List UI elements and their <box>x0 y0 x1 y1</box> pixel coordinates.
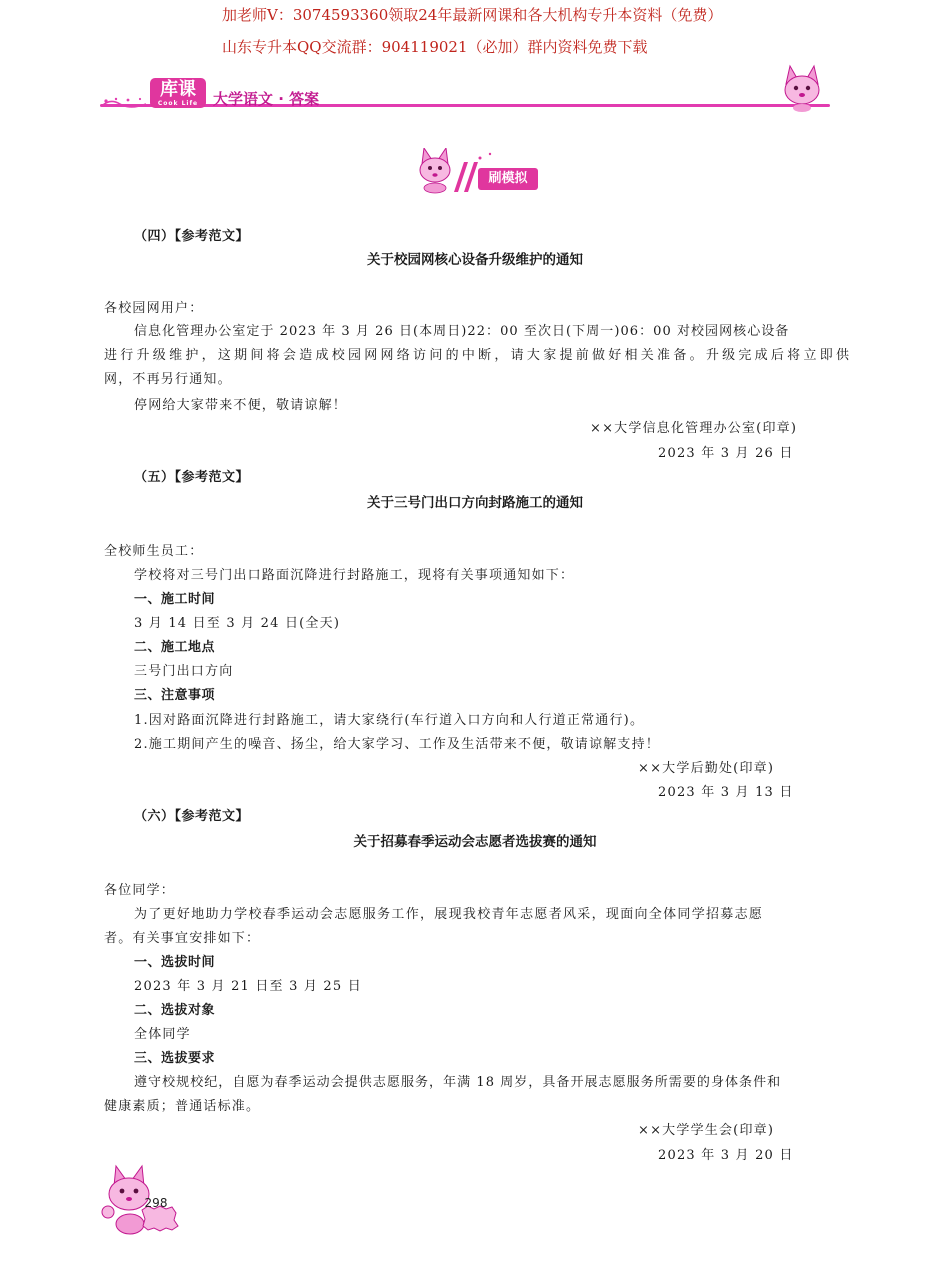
paragraph-line: 学校将对三号门出口路面沉降进行封路施工，现将有关事项通知如下： <box>134 568 575 583</box>
badge-label: 刷模拟 <box>478 168 538 190</box>
section-heading: （五）【参考范文】 <box>134 470 250 485</box>
item-text: 1.因对路面沉降进行封路施工，请大家绕行(车行道入口方向和人行道正常通行)。 <box>134 713 645 728</box>
fox-mascot-icon <box>776 64 828 112</box>
page-number: 298 <box>144 1196 168 1210</box>
notice-date: 2023 年 3 月 20 日 <box>658 1148 794 1163</box>
signer: ××大学信息化管理办公室(印章) <box>590 421 798 436</box>
salutation: 各校园网用户： <box>104 301 204 316</box>
running-header <box>100 66 850 116</box>
paragraph-line: 信息化管理办公室定于 2023 年 3 月 26 日(本周日)22：00 至次日(下周一)06：00 对校园网核心设备 <box>134 324 790 339</box>
salutation: 全校师生员工： <box>104 544 204 559</box>
section-badge <box>414 148 540 196</box>
item-text: 2.施工期间产生的噪音、扬尘，给大家学习、工作及生活带来不便，敬请谅解支持！ <box>134 737 661 752</box>
item-heading: 一、施工时间 <box>134 592 216 607</box>
notice-title: 关于三号门出口方向封路施工的通知 <box>367 495 583 511</box>
item-heading: 一、选拔时间 <box>134 955 216 970</box>
item-heading: 二、选拔对象 <box>134 1003 216 1018</box>
item-heading: 三、注意事项 <box>134 688 216 703</box>
item-heading: 二、施工地点 <box>134 640 216 655</box>
brand-name: 库课 <box>160 79 196 100</box>
item-text: 三号门出口方向 <box>134 664 234 679</box>
section-heading: （六）【参考范文】 <box>134 809 250 824</box>
signer: ××大学后勤处(印章) <box>638 761 775 776</box>
salutation: 各位同学： <box>104 883 176 898</box>
notice-date: 2023 年 3 月 13 日 <box>658 785 794 800</box>
header-title: 大学语文 · 答案 <box>213 90 320 108</box>
notice-title: 关于校园网核心设备升级维护的通知 <box>367 252 583 268</box>
paragraph-line: 进行升级维护，这期间将会造成校园网网络访问的中断，请大家提前做好相关准备。升级完成后将立即供 <box>104 348 850 363</box>
brand-subtitle: Cook Life <box>157 100 199 107</box>
header-divider <box>100 104 830 107</box>
item-text: 全体同学 <box>134 1027 191 1042</box>
paragraph-line: 为了更好地助力学校春季运动会志愿服务工作，展现我校青年志愿者风采，现面向全体同学招募志愿 <box>134 907 764 922</box>
paragraph-line: 停网给大家带来不便，敬请谅解！ <box>134 398 348 413</box>
ad-line-2: 山东专升本QQ交流群：904119021（必加）群内资料免费下载 <box>222 38 648 56</box>
item-text: 健康素质；普通话标准。 <box>104 1099 261 1114</box>
section-heading: （四）【参考范文】 <box>134 229 250 244</box>
notice-title: 关于招募春季运动会志愿者选拔赛的通知 <box>353 834 597 850</box>
decorative-dots-icon <box>100 96 148 110</box>
item-heading: 三、选拔要求 <box>134 1051 216 1066</box>
notice-date: 2023 年 3 月 26 日 <box>658 446 794 461</box>
paragraph-line: 者。有关事宜安排如下： <box>104 931 261 946</box>
brand-logo <box>150 78 206 108</box>
item-text: 遵守校规校纪，自愿为春季运动会提供志愿服务，年满 18 周岁，具备开展志愿服务所需要的身体条件和 <box>134 1075 782 1090</box>
signer: ××大学学生会(印章) <box>638 1123 775 1138</box>
ad-line-1: 加老师V：3074593360领取24年最新网课和各大机构专升本资料（免费） <box>222 6 723 24</box>
paragraph-line: 网，不再另行通知。 <box>104 372 232 387</box>
item-text: 3 月 14 日至 3 月 24 日(全天) <box>134 616 341 631</box>
item-text: 2023 年 3 月 21 日至 3 月 25 日 <box>134 979 362 994</box>
